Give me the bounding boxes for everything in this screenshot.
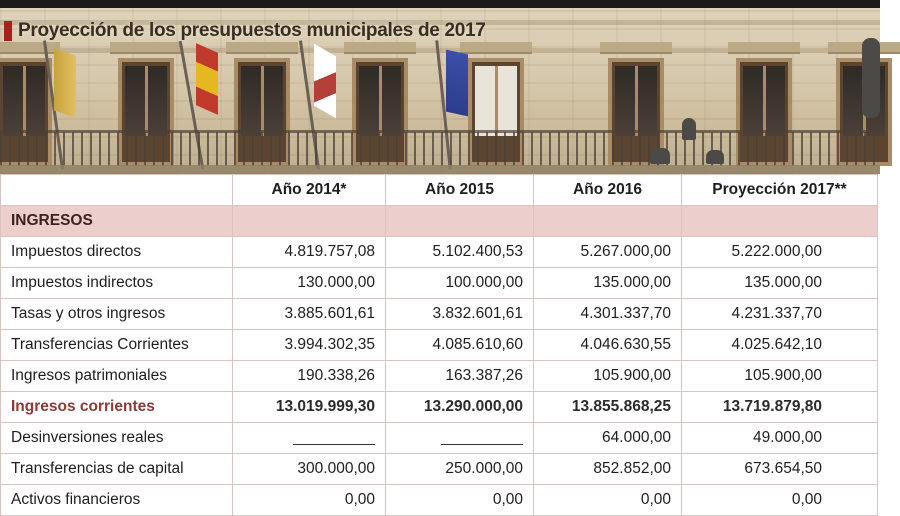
blank-cell — [233, 423, 386, 454]
table-row — [1, 330, 878, 361]
subtotal-row — [1, 392, 878, 423]
column-header: Año 2015 — [386, 175, 534, 206]
cell-value: 13.719.879,80 — [682, 392, 878, 423]
balcony-railing — [0, 132, 880, 166]
town-hall-photo — [0, 8, 880, 174]
row-label: Impuestos indirectos — [1, 268, 233, 299]
cell-value: 100.000,00 — [386, 268, 534, 299]
cell-value: 190.338,26 — [233, 361, 386, 392]
section-label: INGRESOS — [1, 206, 233, 237]
cell-value: 673.654,50 — [682, 454, 878, 485]
street-lamp-icon — [862, 38, 880, 118]
row-label: Ingresos corrientes — [1, 392, 233, 423]
cell-value: 4.025.642,10 — [682, 330, 878, 361]
page-title: Proyección de los presupuestos municipales de 2017 — [18, 20, 486, 41]
column-header: Proyección 2017** — [682, 175, 878, 206]
top-bar — [0, 0, 880, 8]
flag-icon — [196, 43, 218, 115]
street-lamp-icon — [682, 118, 696, 140]
cell-value: 13.290.000,00 — [386, 392, 534, 423]
cell-value: 0,00 — [386, 485, 534, 516]
cell-value: 13.019.999,30 — [233, 392, 386, 423]
cell-value: 5.267.000,00 — [534, 237, 682, 268]
balcony-ledge — [0, 165, 880, 174]
row-label: Transferencias de capital — [1, 454, 233, 485]
cell-value: 300.000,00 — [233, 454, 386, 485]
cell-value: 3.885.601,61 — [233, 299, 386, 330]
table-row — [1, 454, 878, 485]
blank-line — [441, 430, 523, 445]
cell-value: 4.085.610,60 — [386, 330, 534, 361]
flag-icon — [54, 48, 76, 117]
budget-table — [0, 174, 878, 516]
row-label: Ingresos patrimoniales — [1, 361, 233, 392]
table-row — [1, 299, 878, 330]
cell-value: 49.000,00 — [682, 423, 878, 454]
cell-value: 135.000,00 — [682, 268, 878, 299]
cell-value: 163.387,26 — [386, 361, 534, 392]
cell-value: 852.852,00 — [534, 454, 682, 485]
cell-value: 64.000,00 — [534, 423, 682, 454]
flag-icon — [314, 44, 336, 119]
section-row — [1, 206, 878, 237]
title-block — [0, 18, 486, 44]
cell-value: 130.000,00 — [233, 268, 386, 299]
cell-value: 250.000,00 — [386, 454, 534, 485]
street-lamp-icon — [706, 150, 724, 164]
cell-value: 0,00 — [682, 485, 878, 516]
cell-value: 5.222.000,00 — [682, 237, 878, 268]
table-row — [1, 361, 878, 392]
table-row — [1, 423, 878, 454]
table-row — [1, 237, 878, 268]
cell-value: 4.046.630,55 — [534, 330, 682, 361]
column-header — [1, 175, 233, 206]
cell-value: 4.231.337,70 — [682, 299, 878, 330]
header-row — [1, 175, 878, 206]
cell-value: 135.000,00 — [534, 268, 682, 299]
row-label: Transferencias Corrientes — [1, 330, 233, 361]
cell-value: 4.819.757,08 — [233, 237, 386, 268]
column-header: Año 2016 — [534, 175, 682, 206]
cell-value: 4.301.337,70 — [534, 299, 682, 330]
cell-value: 13.855.868,25 — [534, 392, 682, 423]
row-label: Tasas y otros ingresos — [1, 299, 233, 330]
blank-line — [293, 430, 375, 445]
row-label: Desinversiones reales — [1, 423, 233, 454]
cell-value: 105.900,00 — [682, 361, 878, 392]
blank-cell — [386, 423, 534, 454]
table-row — [1, 485, 878, 516]
cell-value: 105.900,00 — [534, 361, 682, 392]
row-label: Activos financieros — [1, 485, 233, 516]
column-header: Año 2014* — [233, 175, 386, 206]
cell-value: 5.102.400,53 — [386, 237, 534, 268]
cell-value: 0,00 — [233, 485, 386, 516]
cell-value: 0,00 — [534, 485, 682, 516]
row-label: Impuestos directos — [1, 237, 233, 268]
flag-icon — [446, 50, 468, 117]
title-marker — [4, 21, 12, 41]
cell-value: 3.994.302,35 — [233, 330, 386, 361]
table-row — [1, 268, 878, 299]
street-lamp-icon — [650, 148, 670, 164]
cell-value: 3.832.601,61 — [386, 299, 534, 330]
